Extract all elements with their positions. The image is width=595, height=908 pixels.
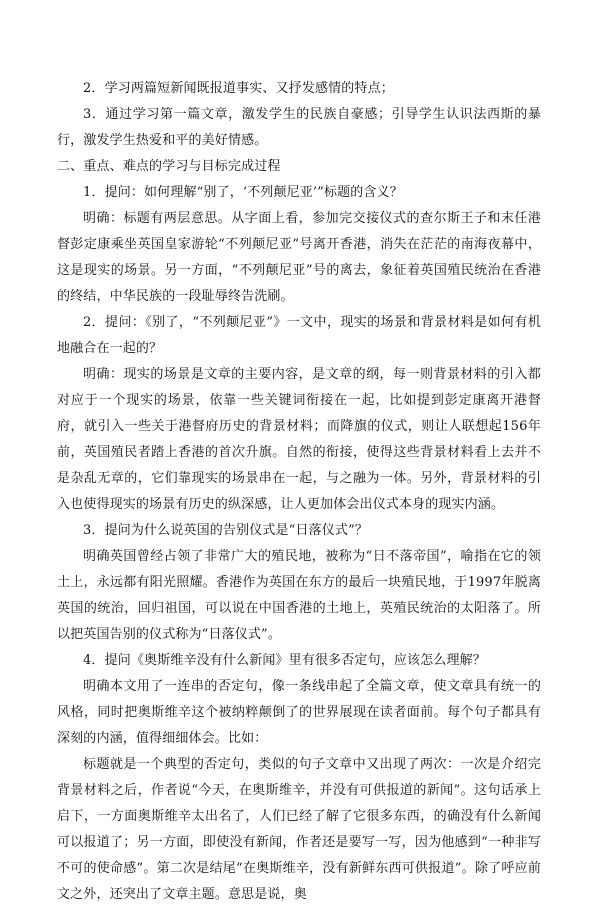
paragraph: 明确：现实的场景是文章的主要内容，是文章的纲，每一则背景材料的引入都对应于一个现实的场景，依靠一些关键词衔接在一起，比如提到彭定康离开港督府，就引入一些关于港督府历史的背景材料；而降旗的仪式，则让人联想起156年前，英国殖民者踏上香港的首次升旗。自然的衔接，使得这些背景材料看上去并不是杂乱无章的，它们靠现实的场景串在一起，与之融为一体。另外，背景材料的引入也使得现实的场景有历史的纵深感，让人更加体会出仪式本身的现实内涵。 <box>57 367 541 512</box>
section-heading: 二、重点、难点的学习与目标完成过程 <box>57 159 281 174</box>
paragraph: 1．提问：如何理解“别了，‘不列颠尼亚’”标题的含义？ <box>83 185 403 200</box>
document-body <box>57 76 541 908</box>
paragraph: 标题就是一个典型的否定句，类似的句子文章中又出现了两次：一次是介绍完背景材料之后，作者说“今天，在奥斯维辛，并没有可供报道的新闻”。这句话承上启下，一方面奥斯维辛太出名了，人们已经了解了它很多东西，的确没有什么新闻可以报道了；另一方面，即使没有新闻，作者还是要写一写，因为他感到“一种非写不可的使命感”。第二次是结尾“在奥斯维辛，没有新鲜东西可供报道”。除了呼应前文之外，还突出了文章主题。意思是说，奥 <box>57 757 541 902</box>
paragraph: 3．提问为什么说英国的告别仪式是“日落仪式”？ <box>83 523 369 538</box>
paragraph: 2．学习两篇短新闻既报道事实、又抒发感情的特点； <box>83 81 394 96</box>
paragraph: 3．通过学习第一篇文章，激发学生的民族自豪感；引导学生认识法西斯的暴行，激发学生热爱和平的美好情感。 <box>57 107 541 148</box>
paragraph: 明确英国曾经占领了非常广大的殖民地，被称为“日不落帝国”，喻指在它的领土上，永远都有阳光照耀。香港作为英国在东方的最后一块殖民地，于1997年脱离英国的统治，回归祖国，可以说在中国香港的土地上，英殖民统治的太阳落了。所以把英国告别的仪式称为“日落仪式”。 <box>57 549 541 642</box>
paragraph: 明确本文用了一连串的否定句，像一条线串起了全篇文章，使文章具有统一的风格，同时把奥斯维辛这个被纳粹颠倒了的世界展现在读者面前。每个句子都具有深刻的内涵，值得细细体会。比如： <box>57 679 541 746</box>
paragraph: 4．提问《奥斯维辛没有什么新闻》里有很多否定句，应该怎么理解？ <box>83 653 486 668</box>
paragraph: 明确：标题有两层意思。从字面上看，参加完交接仪式的查尔斯王子和末任港督彭定康乘坐英国皇家游轮“不列颠尼亚”号离开香港，消失在茫茫的南海夜幕中，这是现实的场景。另一方面，“不列颠尼亚”号的离去，象征着英国殖民统治在香港的终结，中华民族的一段耻辱终告洗刷。 <box>57 211 541 304</box>
paragraph: 2．提问：《别了，“不列颠尼亚”》一文中，现实的场景和背景材料是如何有机地融合在一起的？ <box>57 315 541 356</box>
